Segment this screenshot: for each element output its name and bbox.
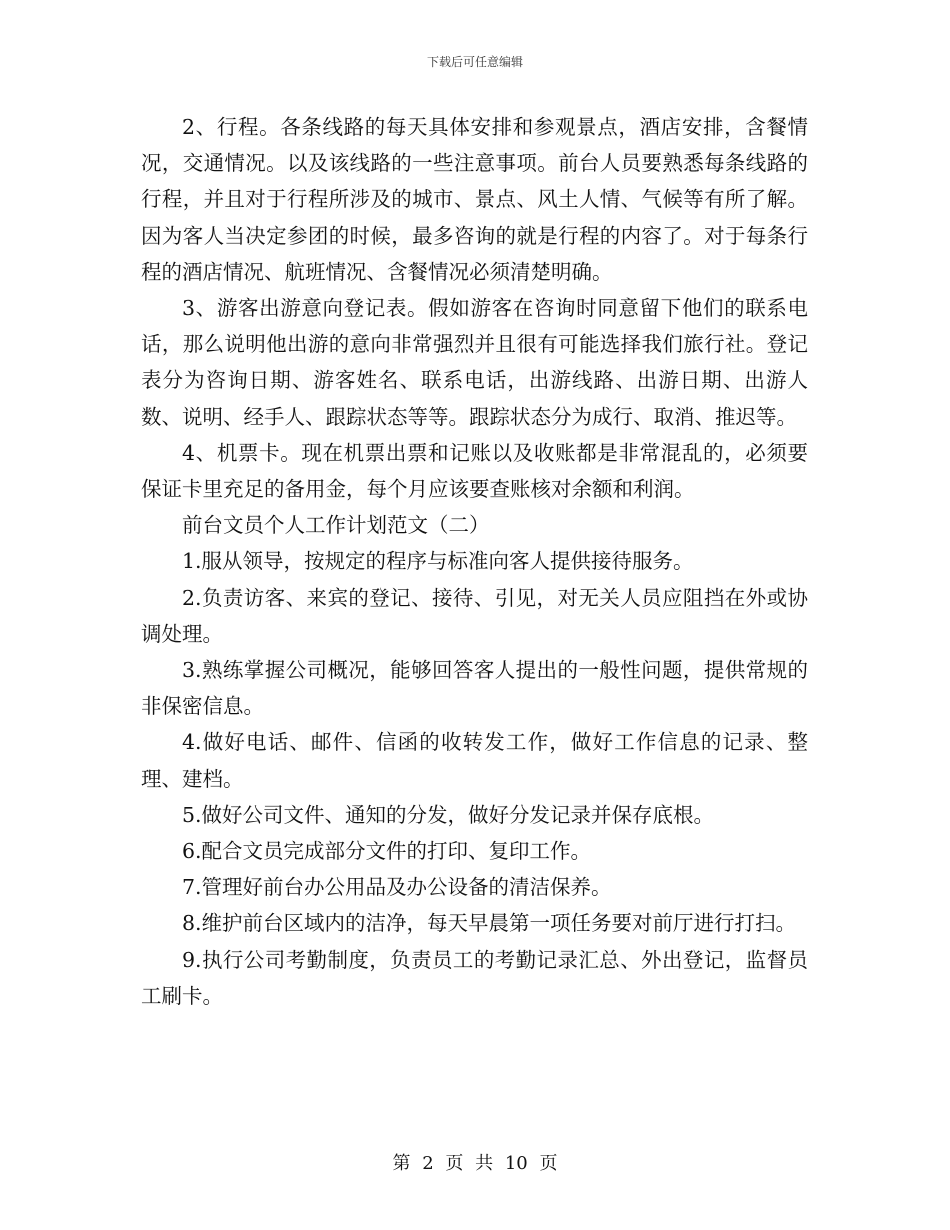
list-item-8: 8.维护前台区域内的洁净，每天早晨第一项任务要对前厅进行打扫。 — [182, 911, 797, 936]
paragraph-ticket-card: 4、机票卡。现在机票出票和记账以及收账都是非常混乱的，必须要保证卡里充足的备用金，每个月应该要查账核对余额和利润。 — [141, 440, 808, 502]
list-item-7: 7.管理好前台办公用品及办公设备的清洁保养。 — [182, 875, 612, 900]
page-number: 第 2 页 共 10 页 — [392, 1153, 558, 1174]
paragraph-registration-form: 3、游客出游意向登记表。假如游客在咨询时同意留下他们的联系电话，那么说明他出游的意向非常强烈并且很有可能选择我们旅行社。登记表分为咨询日期、游客姓名、联系电话，出游线路、出游日期、出游人数、说明、经手人、跟踪状态等等。跟踪状态分为成行、取消、推迟等。 — [141, 296, 808, 429]
list-item-3: 3.熟练掌握公司概况，能够回答客人提出的一般性问题，提供常规的非保密信息。 — [141, 658, 808, 719]
document-body — [141, 109, 808, 1014]
list-item-9: 9.执行公司考勤制度，负责员工的考勤记录汇总、外出登记，监督员工刷卡。 — [141, 947, 808, 1008]
list-item-5: 5.做好公司文件、通知的分发，做好分发记录并保存底根。 — [182, 802, 715, 827]
list-item-1: 1.服从领导，按规定的程序与标准向客人提供接待服务。 — [182, 549, 694, 574]
list-item-6: 6.配合文员完成部分文件的打印、复印工作。 — [182, 839, 592, 864]
page-header: 下载后可任意编辑 — [426, 55, 523, 69]
list-item-2: 2.负责访客、来宾的登记、接待、引见，对无关人员应阻挡在外或协调处理。 — [141, 585, 808, 646]
section-heading: 前台文员个人工作计划范文（二） — [182, 513, 490, 538]
list-item-4: 4.做好电话、邮件、信函的收转发工作，做好工作信息的记录、整理、建档。 — [141, 730, 808, 791]
paragraph-itinerary: 2、行程。各条线路的每天具体安排和参观景点，酒店安排，含餐情况，交通情况。以及该线路的一些注意事项。前台人员要熟悉每条线路的行程，并且对于行程所涉及的城市、景点、风土人情、气候等有所了解。因为客人当决定参团的时候，最多咨询的就是行程的内容了。对于每条行程的酒店情况、航班情况、含餐情况必须清楚明确。 — [141, 115, 808, 284]
